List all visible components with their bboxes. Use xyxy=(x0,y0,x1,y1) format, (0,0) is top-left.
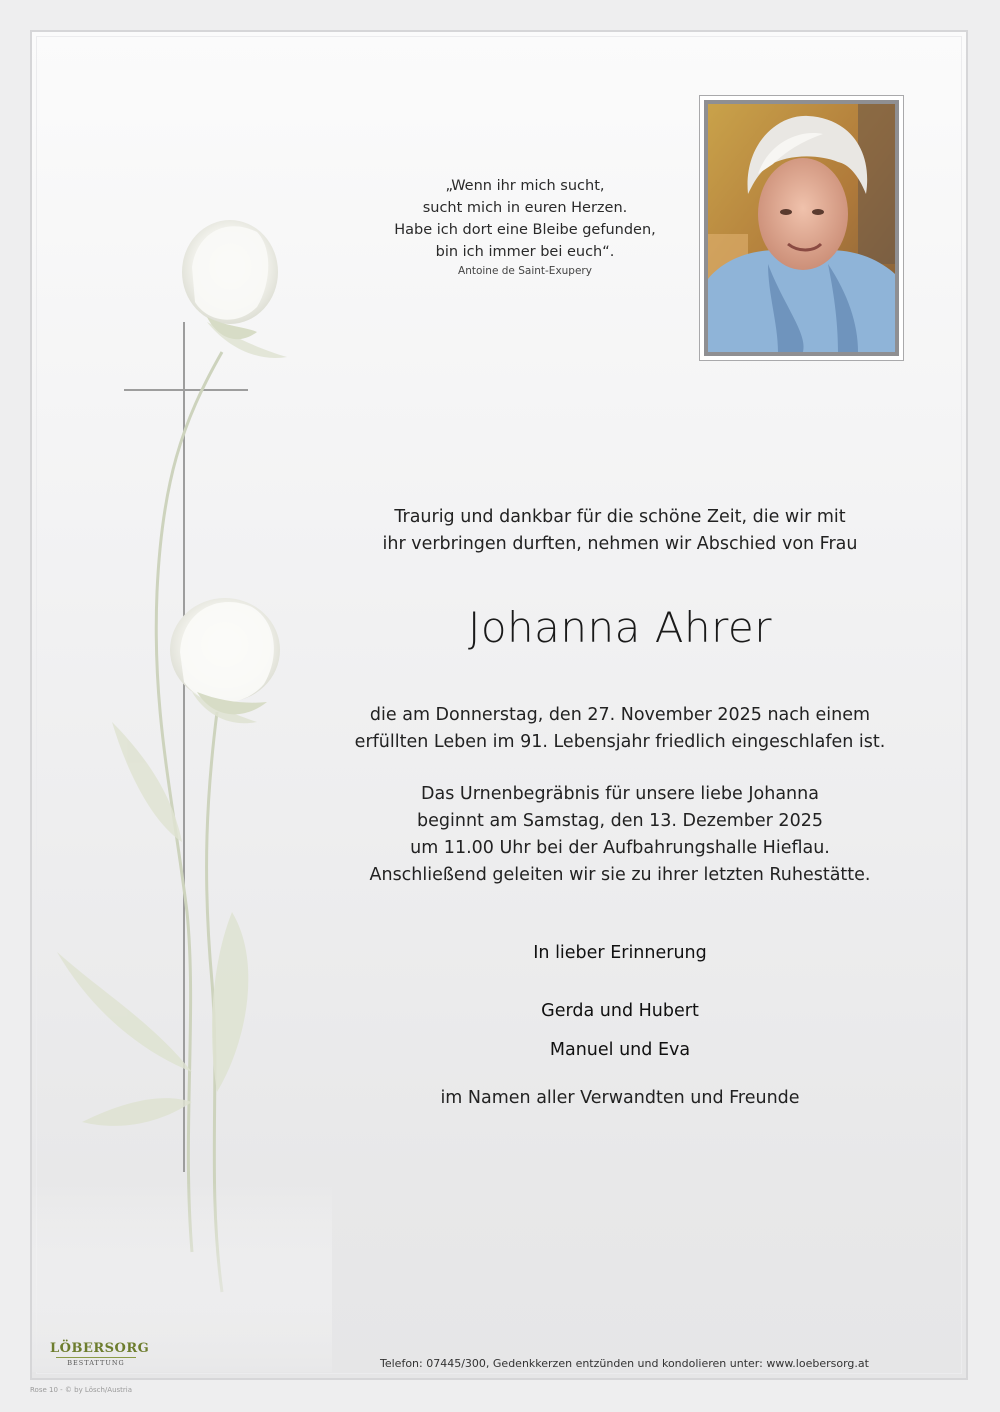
death-line: die am Donnerstag, den 27. November 2025 nach einem xyxy=(369,705,871,725)
upper-rose-icon xyxy=(182,220,278,339)
mourners-list xyxy=(345,992,895,1070)
deceased-name: Johanna Ahrer xyxy=(467,603,773,652)
portrait-border xyxy=(704,100,899,356)
signoff-text: im Namen aller Verwandten und Freunde xyxy=(440,1088,800,1108)
quote-line: „Wenn ihr mich sucht, xyxy=(445,178,605,194)
quote-block xyxy=(375,175,675,279)
funeral-home-logo xyxy=(50,1341,150,1368)
logo-rule xyxy=(56,1357,136,1358)
rose-cross-illustration xyxy=(32,32,332,1372)
memory-heading: In lieber Erinnerung xyxy=(533,943,707,963)
lower-rose-icon xyxy=(170,598,280,714)
death-notice xyxy=(345,702,895,756)
image-credit: Rose 10 - © by Lösch/Austria xyxy=(30,1386,133,1394)
intro-line: Traurig und dankbar für die schöne Zeit, die wir mit xyxy=(394,507,846,527)
mourner-name: Gerda und Hubert xyxy=(541,1001,699,1021)
portrait-frame xyxy=(699,95,904,361)
quote-line: sucht mich in euren Herzen. xyxy=(422,200,628,216)
burial-line: beginnt am Samstag, den 13. Dezember 2025 xyxy=(417,811,823,831)
obituary-card xyxy=(30,30,968,1380)
logo-subtitle: BESTATTUNG xyxy=(67,1359,125,1367)
footer-contact: Telefon: 07445/300, Gedenkkerzen entzünden und kondolieren unter: www.loebersorg.at xyxy=(380,1357,869,1370)
intro-line: ihr verbringen durften, nehmen wir Abschied von Frau xyxy=(382,534,858,554)
portrait-photo-icon xyxy=(708,104,895,352)
intro-text xyxy=(345,504,895,558)
logo-name: LÖBERSORG xyxy=(50,1341,150,1356)
quote-line: bin ich immer bei euch“. xyxy=(435,244,615,260)
burial-line: um 11.00 Uhr bei der Aufbahrungshalle Hieflau. xyxy=(410,838,830,858)
quote-line: Habe ich dort eine Bleibe gefunden, xyxy=(394,222,656,238)
burial-line: Anschließend geleiten wir sie zu ihrer letzten Ruhestätte. xyxy=(369,865,871,885)
burial-notice xyxy=(345,781,895,889)
rose-leaves-icon xyxy=(57,322,287,1126)
mourner-name: Manuel und Eva xyxy=(549,1040,691,1060)
death-line: erfüllten Leben im 91. Lebensjahr friedlich eingeschlafen ist. xyxy=(354,732,886,752)
burial-line: Das Urnenbegräbnis für unsere liebe Johanna xyxy=(421,784,819,804)
quote-author: Antoine de Saint-Exupery xyxy=(458,265,592,277)
